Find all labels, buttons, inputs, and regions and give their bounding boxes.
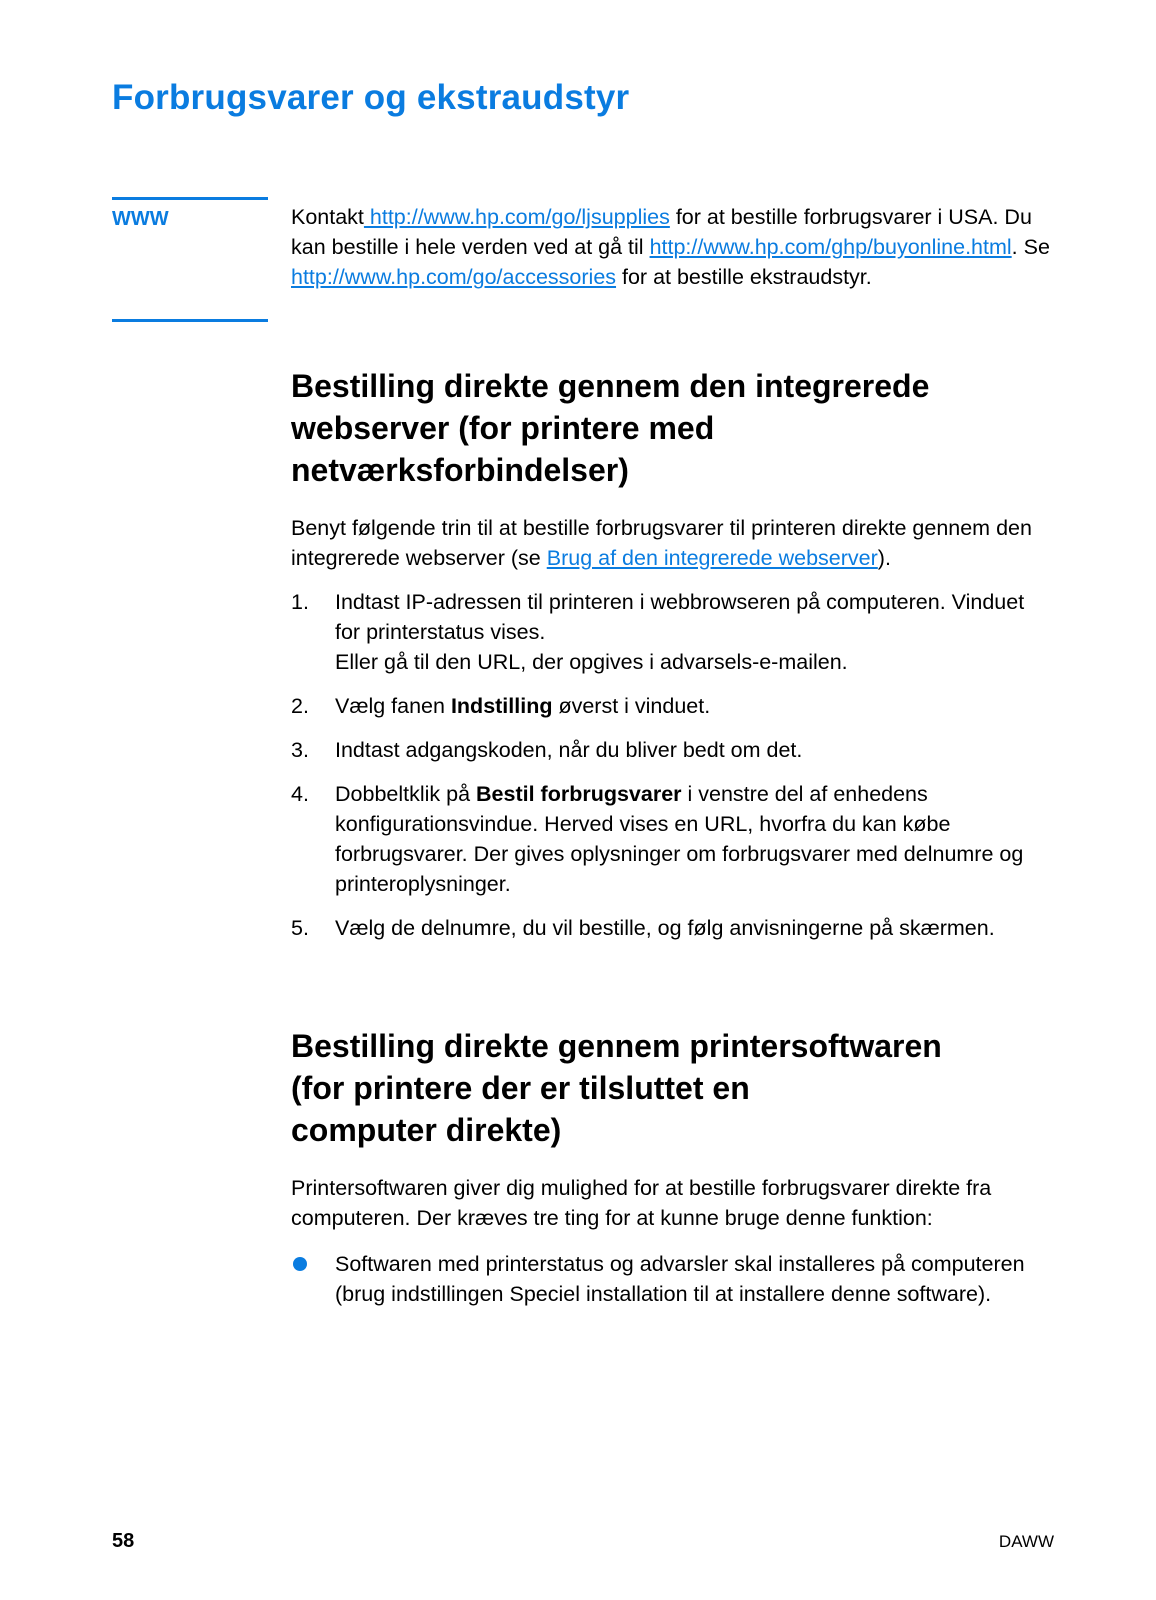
www-note xyxy=(291,202,1051,292)
step-text: øverst i vinduet. xyxy=(552,694,711,718)
step-number: 4. xyxy=(291,782,309,806)
section-webserver xyxy=(291,365,1051,957)
ljsupplies-link[interactable]: http://www.hp.com/go/ljsupplies xyxy=(363,205,670,229)
section-heading-line: Bestilling direkte gennem printersoftwaren xyxy=(291,1028,942,1064)
section-intro: Printersoftwaren giver dig mulighed for at bestille forbrugsvarer direkte fra computeren. Der kræves tre ting for at kunne bruge denne funktion: xyxy=(291,1176,992,1230)
intro-text-a: Benyt følgende trin til at bestille forbrugsvarer til printeren direkte gennem den integrerede webserver (se xyxy=(291,516,1032,570)
www-note-text-3: for at bestille ekstraudstyr. xyxy=(616,265,872,289)
www-label: WWW xyxy=(112,208,169,230)
step-text: Dobbeltklik på xyxy=(335,782,477,806)
footer-code: DAWW xyxy=(998,1532,1054,1551)
list-item xyxy=(291,735,1051,765)
www-note-text xyxy=(291,202,1051,292)
section-printersoftware xyxy=(291,1025,1051,1309)
step-number: 3. xyxy=(291,738,309,762)
step-text: Vælg de delnumre, du vil bestille, og følg anvisningerne på skærmen. xyxy=(335,916,995,940)
webserver-link[interactable]: Brug af den integrerede webserver xyxy=(546,546,878,570)
step-text: Indtast IP-adressen til printeren i webbrowseren på computeren. Vinduet for printerstatus vises. xyxy=(335,590,1025,644)
step-text: i venstre del af enhedens konfigurationsvindue. Herved vises en URL, hvorfra du kan købe forbrugsvarer. Der gives oplysninger om forbrugsvarer med delnumre og printeroplysninger. xyxy=(335,782,1024,896)
list-item xyxy=(291,913,1051,943)
www-rule-bottom xyxy=(112,319,268,322)
step-number: 1. xyxy=(291,590,309,614)
step-text: Eller gå til den URL, der opgives i advarsels-e-mailen. xyxy=(335,650,848,674)
page-title: Forbrugsvarer og ekstraudstyr xyxy=(112,78,630,117)
section-intro xyxy=(291,513,1051,573)
section-heading-line: (for printere der er tilsluttet en xyxy=(291,1070,750,1106)
steps-list xyxy=(291,587,1051,943)
intro-text-b: ). xyxy=(877,546,891,570)
bullet-icon xyxy=(293,1257,307,1271)
section-heading-line: computer direkte) xyxy=(291,1112,562,1148)
buyonline-link[interactable]: http://www.hp.com/ghp/buyonline.html xyxy=(649,235,1012,259)
section-heading xyxy=(291,1025,1051,1151)
page-number: 58 xyxy=(112,1530,135,1552)
accessories-link[interactable]: http://www.hp.com/go/accessories xyxy=(291,265,617,289)
www-note-text-2: . Se xyxy=(1011,235,1050,259)
step-text: Vælg fanen xyxy=(335,694,451,718)
step-number: 2. xyxy=(291,694,309,718)
www-note-text-1: for at bestille forbrugsvarer i USA. Du kan bestille i hele verden ved at gå til xyxy=(291,205,1032,259)
step-bold-text: Bestil forbrugsvarer xyxy=(476,782,682,806)
contact-text: Kontakt xyxy=(291,205,364,229)
list-item xyxy=(291,779,1051,899)
bullet-text: Softwaren med printerstatus og advarsler skal installeres på computeren (brug indstillingen Speciel installation til at installere denne software). xyxy=(335,1252,1025,1306)
step-bold-text: Indstilling xyxy=(450,694,553,718)
section-heading: Bestilling direkte gennem den integrerede webserver (for printere med netværksforbindelser) xyxy=(291,368,930,488)
list-item xyxy=(291,691,1051,721)
list-item xyxy=(291,1249,1051,1309)
step-text: Indtast adgangskoden, når du bliver bedt om det. xyxy=(335,738,803,762)
www-rule-top xyxy=(112,197,268,200)
list-item xyxy=(291,587,1051,677)
step-number: 5. xyxy=(291,916,309,940)
